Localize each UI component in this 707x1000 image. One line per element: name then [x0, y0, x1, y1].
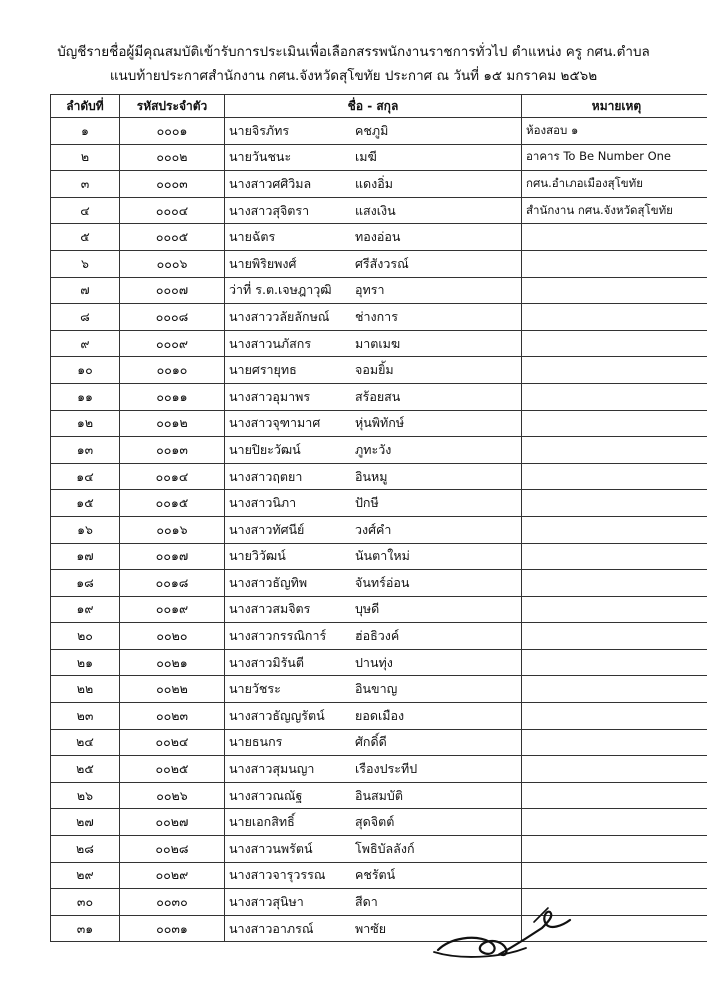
row-remark	[522, 703, 707, 730]
row-code: ๐๐๐๙	[120, 330, 225, 357]
table-row	[51, 543, 707, 570]
first-name: นางสาวนพรัตน์	[229, 840, 313, 856]
table-body	[51, 118, 707, 942]
row-remark	[522, 330, 707, 357]
table-row	[51, 197, 707, 224]
row-number: ๑๒	[51, 410, 120, 437]
last-name: วงศ์คำ	[355, 521, 392, 537]
first-name: นายเอกสิทธิ์	[229, 814, 295, 830]
row-remark	[522, 649, 707, 676]
last-name: เรืองประทีป	[355, 761, 418, 777]
first-name: นางสาวศศิวิมล	[229, 175, 312, 191]
last-name: ฮ่อธิวงค์	[355, 628, 400, 644]
last-name: ศักดิ์ดี	[355, 734, 387, 750]
row-code: ๐๐๒๓	[120, 703, 225, 730]
last-name: ภูทะวัง	[355, 441, 392, 457]
first-name: นายวันชนะ	[229, 149, 292, 165]
row-code: ๐๐๑๒	[120, 410, 225, 437]
row-name	[225, 756, 522, 783]
row-name	[225, 703, 522, 730]
row-name	[225, 304, 522, 331]
row-name	[225, 809, 522, 836]
last-name: โพธิบัลลังก์	[355, 840, 415, 856]
row-name	[225, 596, 522, 623]
last-name: พาซัย	[355, 920, 387, 936]
row-number: ๑๗	[51, 543, 120, 570]
first-name: นายวิวัฒน์	[229, 548, 286, 564]
table-row	[51, 516, 707, 543]
last-name: สุดจิตต์	[355, 814, 395, 830]
table-row	[51, 649, 707, 676]
row-name	[225, 463, 522, 490]
row-number: ๔	[51, 197, 120, 224]
table-row	[51, 437, 707, 464]
row-remark: อาคาร To Be Number One	[522, 144, 707, 171]
first-name: นางสาวอุมาพร	[229, 388, 311, 404]
row-remark	[522, 756, 707, 783]
row-name	[225, 224, 522, 251]
row-remark: ห้องสอบ ๑	[522, 118, 707, 145]
last-name: บุษดี	[355, 601, 380, 617]
row-code: ๐๐๑๑	[120, 383, 225, 410]
row-code: ๐๐๒๕	[120, 756, 225, 783]
signature-icon	[430, 900, 580, 970]
row-remark	[522, 623, 707, 650]
last-name: สีดา	[355, 894, 378, 910]
row-name	[225, 490, 522, 517]
first-name: ว่าที่ ร.ต.เจษฎาวุฒิ	[229, 282, 332, 298]
row-number: ๒๘	[51, 836, 120, 863]
document-title: บัญชีรายชื่อผู้มีคุณสมบัติเข้ารับการประเมินเพื่อเลือกสรรพนักงานราชการทั่วไป ตำแหน่ง ครู กศน.ตำบล	[57, 44, 650, 60]
row-code: ๐๐๒๐	[120, 623, 225, 650]
row-remark	[522, 490, 707, 517]
row-number: ๒๓	[51, 703, 120, 730]
table-row	[51, 144, 707, 171]
first-name: นางสาวณณัฐ	[229, 787, 303, 803]
row-number: ๘	[51, 304, 120, 331]
table-row	[51, 782, 707, 809]
row-number: ๑๙	[51, 596, 120, 623]
row-number: ๒๕	[51, 756, 120, 783]
row-number: ๑	[51, 118, 120, 145]
row-name	[225, 118, 522, 145]
row-remark	[522, 357, 707, 384]
first-name: นางสาวสุนิษา	[229, 894, 304, 910]
first-name: นางสาวจุฑามาศ	[229, 415, 321, 431]
last-name: จอมยิ้ม	[355, 362, 394, 378]
table-row	[51, 277, 707, 304]
table-row	[51, 729, 707, 756]
table-row	[51, 410, 707, 437]
row-number: ๑๔	[51, 463, 120, 490]
table-row	[51, 623, 707, 650]
row-number: ๓	[51, 171, 120, 198]
row-code: ๐๐๒๒	[120, 676, 225, 703]
row-code: ๐๐๓๐	[120, 889, 225, 916]
row-name	[225, 171, 522, 198]
row-code: ๐๐๐๗	[120, 277, 225, 304]
last-name: สร้อยสน	[355, 388, 401, 404]
row-code: ๐๐๒๘	[120, 836, 225, 863]
table-row	[51, 463, 707, 490]
row-name	[225, 330, 522, 357]
first-name: นางสาวนิภา	[229, 495, 297, 511]
row-remark	[522, 437, 707, 464]
table-row	[51, 570, 707, 597]
row-code: ๐๐๑๗	[120, 543, 225, 570]
first-name: นายปิยะวัฒน์	[229, 441, 301, 457]
row-remark	[522, 782, 707, 809]
row-name	[225, 782, 522, 809]
row-code: ๐๐๐๒	[120, 144, 225, 171]
row-remark	[522, 304, 707, 331]
row-number: ๒๖	[51, 782, 120, 809]
first-name: นางสาวนภัสกร	[229, 335, 312, 351]
row-name	[225, 277, 522, 304]
row-remark	[522, 250, 707, 277]
row-number: ๒๙	[51, 862, 120, 889]
row-name	[225, 250, 522, 277]
row-code: ๐๐๑๘	[120, 570, 225, 597]
row-number: ๒	[51, 144, 120, 171]
table-row	[51, 357, 707, 384]
first-name: นายศรายุทธ	[229, 362, 297, 378]
row-name	[225, 543, 522, 570]
last-name: หุ่นพิทักษ์	[355, 415, 405, 431]
row-name	[225, 197, 522, 224]
row-name	[225, 516, 522, 543]
first-name: นายธนกร	[229, 734, 283, 750]
last-name: ศรีสังวรณ์	[355, 255, 409, 271]
row-number: ๒๐	[51, 623, 120, 650]
row-remark	[522, 862, 707, 889]
row-remark	[522, 836, 707, 863]
last-name: เมฆี	[355, 149, 377, 165]
first-name: นางสาวฤตยา	[229, 468, 303, 484]
first-name: นางสาววลัยลักษณ์	[229, 308, 330, 324]
row-code: ๐๐๐๕	[120, 224, 225, 251]
first-name: นายฉัตร	[229, 229, 276, 245]
table-row	[51, 809, 707, 836]
last-name: มาตเมฆ	[355, 335, 401, 351]
row-remark	[522, 463, 707, 490]
table-row	[51, 383, 707, 410]
col-header-remark: หมายเหตุ	[522, 95, 707, 118]
first-name: นางสาวจารุวรรณ	[229, 867, 326, 883]
row-code: ๐๐๒๗	[120, 809, 225, 836]
row-number: ๑๘	[51, 570, 120, 597]
table-row	[51, 596, 707, 623]
last-name: อุทรา	[355, 282, 385, 298]
first-name: นางสาวสุจิตรา	[229, 202, 310, 218]
first-name: นางสาวสุมนญา	[229, 761, 315, 777]
last-name: แดงอิ่ม	[355, 175, 394, 191]
first-name: นางสาวธัญทิพ	[229, 574, 308, 590]
table-row	[51, 490, 707, 517]
row-remark: สำนักงาน กศน.จังหวัดสุโขทัย	[522, 197, 707, 224]
table-row	[51, 756, 707, 783]
first-name: นางสาวธัญญรัตน์	[229, 707, 325, 723]
row-name	[225, 410, 522, 437]
table-row	[51, 304, 707, 331]
last-name: ทองอ่อน	[355, 229, 401, 245]
row-code: ๐๐๐๑	[120, 118, 225, 145]
row-code: ๐๐๑๓	[120, 437, 225, 464]
last-name: คชรัตน์	[355, 867, 396, 883]
row-code: ๐๐๒๖	[120, 782, 225, 809]
row-code: ๐๐๐๖	[120, 250, 225, 277]
row-number: ๒๔	[51, 729, 120, 756]
table-header-row	[51, 95, 707, 118]
row-remark	[522, 383, 707, 410]
row-number: ๓๐	[51, 889, 120, 916]
col-header-name: ชื่อ - สกุล	[225, 95, 522, 118]
row-number: ๒๒	[51, 676, 120, 703]
last-name: อินสมบัติ	[355, 787, 403, 803]
last-name: ปานทุ่ง	[355, 654, 393, 670]
row-name	[225, 383, 522, 410]
row-name	[225, 649, 522, 676]
row-remark	[522, 570, 707, 597]
row-code: ๐๐๑๖	[120, 516, 225, 543]
table-row	[51, 676, 707, 703]
row-name	[225, 357, 522, 384]
row-code: ๐๐๓๑	[120, 915, 225, 942]
first-name: นายจิรภัทร	[229, 122, 290, 138]
table-row	[51, 915, 707, 942]
table-row	[51, 171, 707, 198]
row-name	[225, 570, 522, 597]
row-remark	[522, 809, 707, 836]
row-number: ๕	[51, 224, 120, 251]
row-number: ๗	[51, 277, 120, 304]
table-row	[51, 224, 707, 251]
table-row	[51, 703, 707, 730]
row-number: ๑๑	[51, 383, 120, 410]
row-code: ๐๐๒๙	[120, 862, 225, 889]
col-header-code: รหัสประจำตัว	[120, 95, 225, 118]
row-code: ๐๐๑๔	[120, 463, 225, 490]
first-name: นางสาวทัศนีย์	[229, 521, 305, 537]
last-name: คชภูมิ	[355, 122, 389, 138]
row-remark	[522, 410, 707, 437]
row-code: ๐๐๒๔	[120, 729, 225, 756]
row-code: ๐๐๑๐	[120, 357, 225, 384]
table-row	[51, 862, 707, 889]
row-code: ๐๐๒๑	[120, 649, 225, 676]
row-number: ๒๑	[51, 649, 120, 676]
row-code: ๐๐๐๘	[120, 304, 225, 331]
table-row	[51, 836, 707, 863]
row-code: ๐๐๑๕	[120, 490, 225, 517]
last-name: อินหมู	[355, 468, 388, 484]
last-name: ช่างการ	[355, 308, 398, 324]
last-name: ปักษี	[355, 495, 379, 511]
row-remark	[522, 543, 707, 570]
row-remark	[522, 516, 707, 543]
row-number: ๖	[51, 250, 120, 277]
first-name: นางสาวกรรณิการ์	[229, 628, 327, 644]
table-row	[51, 330, 707, 357]
first-name: นายพิริยพงศ์	[229, 255, 297, 271]
col-header-number: ลำดับที่	[51, 95, 120, 118]
row-remark	[522, 596, 707, 623]
last-name: ยอดเมือง	[355, 707, 405, 723]
first-name: นางสาวสมจิตร	[229, 601, 311, 617]
row-code: ๐๐๐๔	[120, 197, 225, 224]
row-number: ๑๖	[51, 516, 120, 543]
table-row	[51, 250, 707, 277]
row-number: ๓๑	[51, 915, 120, 942]
table-row	[51, 889, 707, 916]
row-name	[225, 676, 522, 703]
row-remark: กศน.อำเภอเมืองสุโขทัย	[522, 171, 707, 198]
row-name	[225, 836, 522, 863]
row-number: ๙	[51, 330, 120, 357]
row-remark	[522, 729, 707, 756]
row-number: ๑๓	[51, 437, 120, 464]
table-row	[51, 118, 707, 145]
row-remark	[522, 224, 707, 251]
row-name	[225, 437, 522, 464]
row-number: ๑๐	[51, 357, 120, 384]
row-name	[225, 623, 522, 650]
document-subtitle: แนบท้ายประกาศสำนักงาน กศน.จังหวัดสุโขทัย ประกาศ ณ วันที่ ๑๕ มกราคม ๒๕๖๒	[109, 68, 598, 84]
first-name: นางสาวมิรันตี	[229, 654, 304, 670]
candidate-table	[50, 94, 707, 942]
row-remark	[522, 676, 707, 703]
row-number: ๒๗	[51, 809, 120, 836]
row-name	[225, 144, 522, 171]
row-number: ๑๕	[51, 490, 120, 517]
last-name: นันตาใหม่	[355, 548, 410, 564]
last-name: อินขาญ	[355, 681, 398, 697]
row-name	[225, 729, 522, 756]
row-remark	[522, 277, 707, 304]
row-code: ๐๐๑๙	[120, 596, 225, 623]
last-name: จันทร์อ่อน	[355, 574, 410, 590]
row-code: ๐๐๐๓	[120, 171, 225, 198]
last-name: แสงเงิน	[355, 202, 396, 218]
row-name	[225, 862, 522, 889]
first-name: นายวัชระ	[229, 681, 281, 697]
first-name: นางสาวอาภรณ์	[229, 920, 314, 936]
